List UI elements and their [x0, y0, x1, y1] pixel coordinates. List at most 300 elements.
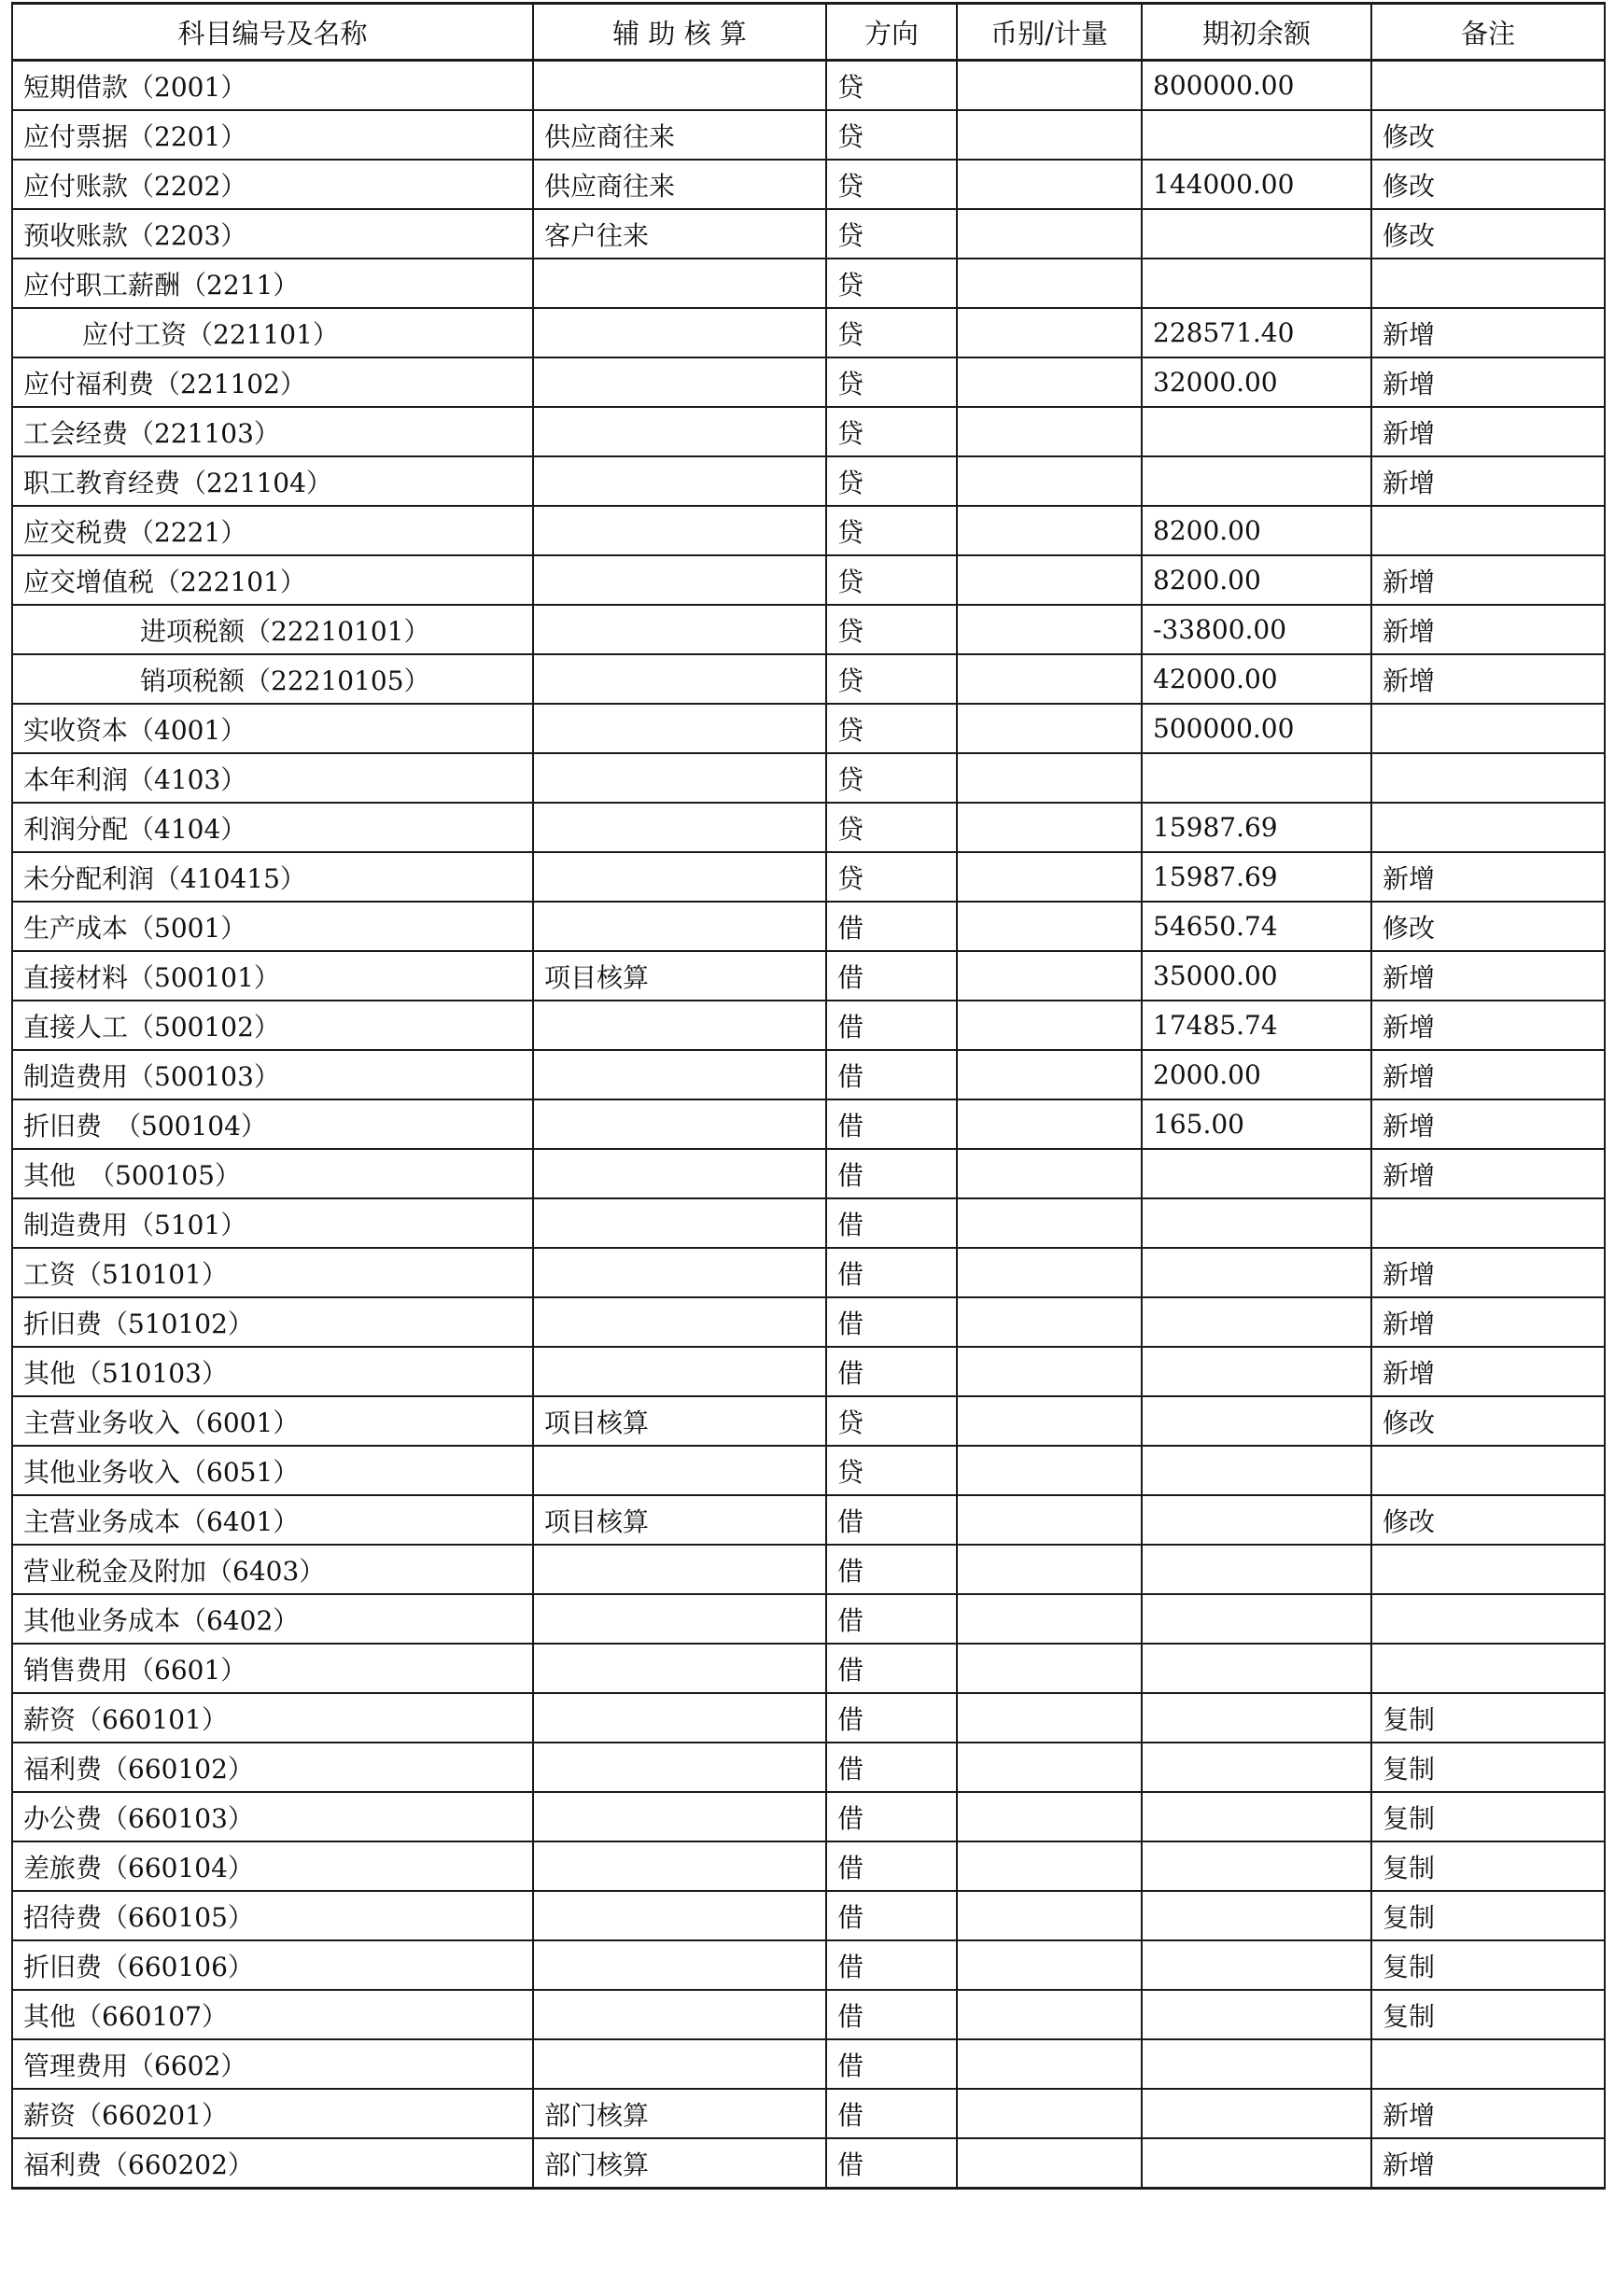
cell-opening-balance — [1142, 2138, 1371, 2189]
table-row — [12, 555, 1605, 605]
cell-direction: 贷 — [826, 803, 957, 852]
cell-opening-balance — [1142, 1990, 1371, 2039]
cell-auxiliary — [533, 1841, 826, 1891]
cell-currency-unit — [957, 1050, 1142, 1099]
cell-direction: 贷 — [826, 506, 957, 555]
cell-opening-balance — [1142, 1446, 1371, 1495]
cell-currency-unit — [957, 2138, 1142, 2189]
table-row — [12, 1891, 1605, 1940]
header-currency-unit: 币别/计量 — [957, 4, 1142, 61]
cell-opening-balance — [1142, 1743, 1371, 1792]
cell-direction: 借 — [826, 1644, 957, 1693]
table-row — [12, 160, 1605, 209]
cell-direction: 借 — [826, 1792, 957, 1841]
table-row — [12, 951, 1605, 1001]
table-row — [12, 1743, 1605, 1792]
cell-note — [1371, 1446, 1605, 1495]
cell-account-name: 管理费用（6602） — [12, 2039, 533, 2089]
cell-account-name: 折旧费 （500104） — [12, 1099, 533, 1149]
cell-currency-unit — [957, 605, 1142, 654]
cell-direction: 借 — [826, 1693, 957, 1743]
table-row — [12, 2039, 1605, 2089]
cell-note: 新增 — [1371, 456, 1605, 506]
cell-account-name: 应付账款（2202） — [12, 160, 533, 209]
cell-account-name: 预收账款（2203） — [12, 209, 533, 259]
header-account-name: 科目编号及名称 — [12, 4, 533, 61]
cell-currency-unit — [957, 1841, 1142, 1891]
cell-opening-balance: 800000.00 — [1142, 61, 1371, 111]
cell-direction: 借 — [826, 902, 957, 951]
cell-direction: 贷 — [826, 160, 957, 209]
table-row — [12, 308, 1605, 357]
cell-note: 修改 — [1371, 1495, 1605, 1545]
cell-account-name: 进项税额（22210101） — [12, 605, 533, 654]
cell-note — [1371, 259, 1605, 308]
cell-opening-balance: 165.00 — [1142, 1099, 1371, 1149]
cell-auxiliary — [533, 1050, 826, 1099]
cell-account-name: 职工教育经费（221104） — [12, 456, 533, 506]
cell-account-name: 其他（510103） — [12, 1347, 533, 1396]
cell-opening-balance — [1142, 1396, 1371, 1446]
cell-opening-balance — [1142, 1347, 1371, 1396]
cell-account-name: 主营业务收入（6001） — [12, 1396, 533, 1446]
cell-currency-unit — [957, 160, 1142, 209]
account-table-sheet — [11, 2, 1604, 2190]
cell-opening-balance — [1142, 1297, 1371, 1347]
header-opening-balance: 期初余额 — [1142, 4, 1371, 61]
cell-auxiliary — [533, 1099, 826, 1149]
cell-currency-unit — [957, 1545, 1142, 1594]
cell-auxiliary: 部门核算 — [533, 2138, 826, 2189]
table-row — [12, 1990, 1605, 2039]
cell-auxiliary — [533, 555, 826, 605]
cell-currency-unit — [957, 1644, 1142, 1693]
table-row — [12, 1198, 1605, 1248]
cell-currency-unit — [957, 209, 1142, 259]
cell-auxiliary — [533, 605, 826, 654]
cell-account-name: 其他 （500105） — [12, 1149, 533, 1198]
table-row — [12, 1644, 1605, 1693]
cell-note: 新增 — [1371, 605, 1605, 654]
cell-direction: 贷 — [826, 209, 957, 259]
cell-auxiliary — [533, 1198, 826, 1248]
cell-note — [1371, 61, 1605, 111]
cell-auxiliary: 部门核算 — [533, 2089, 826, 2138]
cell-account-name: 工资（510101） — [12, 1248, 533, 1297]
cell-note — [1371, 1198, 1605, 1248]
cell-note: 修改 — [1371, 160, 1605, 209]
cell-direction: 借 — [826, 1347, 957, 1396]
table-row — [12, 2089, 1605, 2138]
cell-currency-unit — [957, 1594, 1142, 1644]
cell-note: 新增 — [1371, 1347, 1605, 1396]
cell-opening-balance — [1142, 1149, 1371, 1198]
cell-opening-balance: 8200.00 — [1142, 506, 1371, 555]
cell-opening-balance: 8200.00 — [1142, 555, 1371, 605]
table-row — [12, 1347, 1605, 1396]
cell-opening-balance: 228571.40 — [1142, 308, 1371, 357]
cell-opening-balance: 32000.00 — [1142, 357, 1371, 407]
cell-direction: 借 — [826, 1743, 957, 1792]
cell-currency-unit — [957, 1099, 1142, 1149]
cell-opening-balance — [1142, 1940, 1371, 1990]
cell-auxiliary — [533, 704, 826, 753]
cell-direction: 借 — [826, 1990, 957, 2039]
cell-note — [1371, 1644, 1605, 1693]
account-table — [11, 2, 1606, 2190]
cell-opening-balance — [1142, 1644, 1371, 1693]
cell-opening-balance — [1142, 1495, 1371, 1545]
cell-opening-balance — [1142, 2089, 1371, 2138]
cell-auxiliary — [533, 1149, 826, 1198]
cell-opening-balance: -33800.00 — [1142, 605, 1371, 654]
cell-currency-unit — [957, 2039, 1142, 2089]
cell-currency-unit — [957, 1940, 1142, 1990]
cell-direction: 贷 — [826, 357, 957, 407]
cell-opening-balance — [1142, 1841, 1371, 1891]
cell-direction: 借 — [826, 951, 957, 1001]
cell-direction: 借 — [826, 1545, 957, 1594]
cell-currency-unit — [957, 1149, 1142, 1198]
table-row — [12, 407, 1605, 456]
cell-currency-unit — [957, 1248, 1142, 1297]
cell-opening-balance: 2000.00 — [1142, 1050, 1371, 1099]
cell-account-name: 本年利润（4103） — [12, 753, 533, 803]
cell-note: 复制 — [1371, 1891, 1605, 1940]
cell-account-name: 其他业务收入（6051） — [12, 1446, 533, 1495]
cell-currency-unit — [957, 308, 1142, 357]
cell-opening-balance — [1142, 259, 1371, 308]
cell-account-name: 短期借款（2001） — [12, 61, 533, 111]
cell-auxiliary — [533, 1644, 826, 1693]
cell-currency-unit — [957, 1446, 1142, 1495]
cell-account-name: 未分配利润（410415） — [12, 852, 533, 902]
cell-direction: 贷 — [826, 704, 957, 753]
table-row — [12, 605, 1605, 654]
cell-auxiliary — [533, 1545, 826, 1594]
cell-auxiliary: 供应商往来 — [533, 110, 826, 160]
cell-note: 新增 — [1371, 1050, 1605, 1099]
cell-auxiliary: 项目核算 — [533, 1495, 826, 1545]
cell-auxiliary — [533, 803, 826, 852]
cell-currency-unit — [957, 902, 1142, 951]
cell-opening-balance — [1142, 110, 1371, 160]
table-row — [12, 1792, 1605, 1841]
cell-direction: 借 — [826, 2089, 957, 2138]
table-body — [12, 61, 1605, 2189]
cell-auxiliary — [533, 852, 826, 902]
cell-account-name: 生产成本（5001） — [12, 902, 533, 951]
cell-opening-balance: 15987.69 — [1142, 803, 1371, 852]
cell-direction: 借 — [826, 2138, 957, 2189]
cell-note: 新增 — [1371, 2089, 1605, 2138]
table-row — [12, 704, 1605, 753]
cell-account-name: 主营业务成本（6401） — [12, 1495, 533, 1545]
cell-direction: 贷 — [826, 654, 957, 704]
cell-account-name: 招待费（660105） — [12, 1891, 533, 1940]
cell-currency-unit — [957, 753, 1142, 803]
cell-account-name: 应付职工薪酬（2211） — [12, 259, 533, 308]
cell-account-name: 折旧费（510102） — [12, 1297, 533, 1347]
cell-auxiliary — [533, 654, 826, 704]
cell-direction: 借 — [826, 1099, 957, 1149]
cell-currency-unit — [957, 506, 1142, 555]
table-row — [12, 1841, 1605, 1891]
table-row — [12, 357, 1605, 407]
cell-auxiliary — [533, 902, 826, 951]
cell-note: 修改 — [1371, 902, 1605, 951]
cell-auxiliary — [533, 308, 826, 357]
cell-account-name: 办公费（660103） — [12, 1792, 533, 1841]
cell-note: 新增 — [1371, 1099, 1605, 1149]
table-row — [12, 1940, 1605, 1990]
cell-note: 新增 — [1371, 654, 1605, 704]
table-row — [12, 753, 1605, 803]
cell-opening-balance — [1142, 1693, 1371, 1743]
cell-auxiliary — [533, 1743, 826, 1792]
cell-account-name: 工会经费（221103） — [12, 407, 533, 456]
cell-note: 新增 — [1371, 357, 1605, 407]
cell-note: 新增 — [1371, 1149, 1605, 1198]
cell-account-name: 其他业务成本（6402） — [12, 1594, 533, 1644]
cell-direction: 贷 — [826, 605, 957, 654]
cell-note: 新增 — [1371, 308, 1605, 357]
table-row — [12, 1396, 1605, 1446]
cell-auxiliary — [533, 1891, 826, 1940]
cell-direction: 贷 — [826, 308, 957, 357]
cell-currency-unit — [957, 803, 1142, 852]
cell-opening-balance: 42000.00 — [1142, 654, 1371, 704]
cell-direction: 贷 — [826, 456, 957, 506]
cell-currency-unit — [957, 1743, 1142, 1792]
table-row — [12, 1297, 1605, 1347]
cell-note: 新增 — [1371, 1001, 1605, 1050]
cell-opening-balance: 35000.00 — [1142, 951, 1371, 1001]
cell-direction: 借 — [826, 1594, 957, 1644]
header-direction: 方向 — [826, 4, 957, 61]
cell-opening-balance — [1142, 456, 1371, 506]
table-row — [12, 456, 1605, 506]
cell-direction: 借 — [826, 1297, 957, 1347]
cell-direction: 贷 — [826, 1396, 957, 1446]
cell-currency-unit — [957, 61, 1142, 111]
table-row — [12, 1248, 1605, 1297]
cell-direction: 借 — [826, 2039, 957, 2089]
table-row — [12, 61, 1605, 111]
cell-note — [1371, 1594, 1605, 1644]
cell-currency-unit — [957, 456, 1142, 506]
cell-account-name: 直接人工（500102） — [12, 1001, 533, 1050]
cell-currency-unit — [957, 407, 1142, 456]
table-row — [12, 1495, 1605, 1545]
table-row — [12, 1149, 1605, 1198]
cell-account-name: 福利费（660102） — [12, 1743, 533, 1792]
cell-auxiliary — [533, 1693, 826, 1743]
cell-currency-unit — [957, 704, 1142, 753]
cell-account-name: 制造费用（500103） — [12, 1050, 533, 1099]
cell-direction: 贷 — [826, 110, 957, 160]
cell-note: 新增 — [1371, 2138, 1605, 2189]
table-row — [12, 1594, 1605, 1644]
cell-note — [1371, 1545, 1605, 1594]
cell-note: 新增 — [1371, 1297, 1605, 1347]
cell-auxiliary — [533, 1792, 826, 1841]
cell-note: 修改 — [1371, 209, 1605, 259]
cell-note: 复制 — [1371, 1940, 1605, 1990]
cell-auxiliary — [533, 259, 826, 308]
cell-note: 复制 — [1371, 1743, 1605, 1792]
cell-currency-unit — [957, 1990, 1142, 2039]
table-row — [12, 110, 1605, 160]
table-row — [12, 852, 1605, 902]
cell-opening-balance — [1142, 1891, 1371, 1940]
table-row — [12, 1099, 1605, 1149]
cell-direction: 借 — [826, 1050, 957, 1099]
table-row — [12, 1050, 1605, 1099]
cell-note: 新增 — [1371, 1248, 1605, 1297]
cell-currency-unit — [957, 1001, 1142, 1050]
cell-account-name: 其他（660107） — [12, 1990, 533, 2039]
cell-auxiliary — [533, 61, 826, 111]
cell-auxiliary — [533, 506, 826, 555]
cell-currency-unit — [957, 951, 1142, 1001]
cell-currency-unit — [957, 357, 1142, 407]
cell-direction: 借 — [826, 1841, 957, 1891]
cell-auxiliary — [533, 1297, 826, 1347]
cell-auxiliary — [533, 1347, 826, 1396]
cell-direction: 贷 — [826, 753, 957, 803]
cell-direction: 借 — [826, 1248, 957, 1297]
cell-auxiliary: 项目核算 — [533, 951, 826, 1001]
cell-note: 新增 — [1371, 951, 1605, 1001]
cell-auxiliary — [533, 1446, 826, 1495]
table-row — [12, 506, 1605, 555]
cell-account-name: 折旧费（660106） — [12, 1940, 533, 1990]
cell-note: 新增 — [1371, 852, 1605, 902]
cell-account-name: 制造费用（5101） — [12, 1198, 533, 1248]
cell-note: 复制 — [1371, 1792, 1605, 1841]
table-header-row — [12, 4, 1605, 61]
cell-direction: 贷 — [826, 61, 957, 111]
cell-account-name: 应交增值税（222101） — [12, 555, 533, 605]
table-row — [12, 1693, 1605, 1743]
header-auxiliary: 辅 助 核 算 — [533, 4, 826, 61]
cell-account-name: 差旅费（660104） — [12, 1841, 533, 1891]
cell-account-name: 营业税金及附加（6403） — [12, 1545, 533, 1594]
cell-currency-unit — [957, 1495, 1142, 1545]
cell-note: 新增 — [1371, 407, 1605, 456]
cell-account-name: 应付福利费（221102） — [12, 357, 533, 407]
table-row — [12, 259, 1605, 308]
cell-opening-balance: 17485.74 — [1142, 1001, 1371, 1050]
cell-account-name: 薪资（660101） — [12, 1693, 533, 1743]
cell-opening-balance — [1142, 1792, 1371, 1841]
cell-note: 修改 — [1371, 110, 1605, 160]
cell-opening-balance — [1142, 1545, 1371, 1594]
cell-auxiliary: 项目核算 — [533, 1396, 826, 1446]
cell-auxiliary — [533, 1940, 826, 1990]
cell-direction: 贷 — [826, 1446, 957, 1495]
table-row — [12, 654, 1605, 704]
cell-currency-unit — [957, 1396, 1142, 1446]
cell-opening-balance — [1142, 1198, 1371, 1248]
table-row — [12, 1446, 1605, 1495]
cell-currency-unit — [957, 1297, 1142, 1347]
cell-direction: 借 — [826, 1149, 957, 1198]
cell-note — [1371, 2039, 1605, 2089]
cell-direction: 借 — [826, 1940, 957, 1990]
cell-direction: 借 — [826, 1891, 957, 1940]
cell-opening-balance — [1142, 1594, 1371, 1644]
cell-currency-unit — [957, 1347, 1142, 1396]
cell-auxiliary — [533, 1248, 826, 1297]
cell-account-name: 应付票据（2201） — [12, 110, 533, 160]
cell-account-name: 利润分配（4104） — [12, 803, 533, 852]
cell-direction: 贷 — [826, 259, 957, 308]
cell-opening-balance — [1142, 1248, 1371, 1297]
cell-auxiliary — [533, 1990, 826, 2039]
cell-opening-balance — [1142, 407, 1371, 456]
cell-auxiliary: 客户往来 — [533, 209, 826, 259]
cell-auxiliary — [533, 357, 826, 407]
cell-opening-balance: 54650.74 — [1142, 902, 1371, 951]
cell-auxiliary — [533, 1594, 826, 1644]
cell-currency-unit — [957, 1891, 1142, 1940]
cell-account-name: 销售费用（6601） — [12, 1644, 533, 1693]
cell-currency-unit — [957, 2089, 1142, 2138]
cell-account-name: 应付工资（221101） — [12, 308, 533, 357]
cell-note: 复制 — [1371, 1841, 1605, 1891]
cell-opening-balance: 500000.00 — [1142, 704, 1371, 753]
cell-account-name: 销项税额（22210105） — [12, 654, 533, 704]
cell-auxiliary — [533, 407, 826, 456]
cell-opening-balance — [1142, 209, 1371, 259]
cell-note: 新增 — [1371, 555, 1605, 605]
cell-currency-unit — [957, 1792, 1142, 1841]
cell-currency-unit — [957, 1693, 1142, 1743]
cell-note — [1371, 506, 1605, 555]
cell-currency-unit — [957, 259, 1142, 308]
cell-currency-unit — [957, 852, 1142, 902]
table-row — [12, 1545, 1605, 1594]
cell-note — [1371, 803, 1605, 852]
cell-currency-unit — [957, 1198, 1142, 1248]
cell-note — [1371, 753, 1605, 803]
cell-auxiliary — [533, 456, 826, 506]
table-row — [12, 2138, 1605, 2189]
table-row — [12, 209, 1605, 259]
cell-direction: 贷 — [826, 852, 957, 902]
cell-opening-balance — [1142, 2039, 1371, 2089]
cell-account-name: 直接材料（500101） — [12, 951, 533, 1001]
cell-note — [1371, 704, 1605, 753]
table-row — [12, 1001, 1605, 1050]
cell-note: 复制 — [1371, 1693, 1605, 1743]
cell-account-name: 福利费（660202） — [12, 2138, 533, 2189]
cell-currency-unit — [957, 555, 1142, 605]
cell-direction: 贷 — [826, 555, 957, 605]
table-row — [12, 803, 1605, 852]
cell-currency-unit — [957, 110, 1142, 160]
header-note: 备注 — [1371, 4, 1605, 61]
cell-auxiliary — [533, 2039, 826, 2089]
cell-account-name: 薪资（660201） — [12, 2089, 533, 2138]
cell-direction: 借 — [826, 1198, 957, 1248]
cell-account-name: 实收资本（4001） — [12, 704, 533, 753]
cell-opening-balance — [1142, 753, 1371, 803]
cell-auxiliary — [533, 753, 826, 803]
cell-opening-balance: 144000.00 — [1142, 160, 1371, 209]
